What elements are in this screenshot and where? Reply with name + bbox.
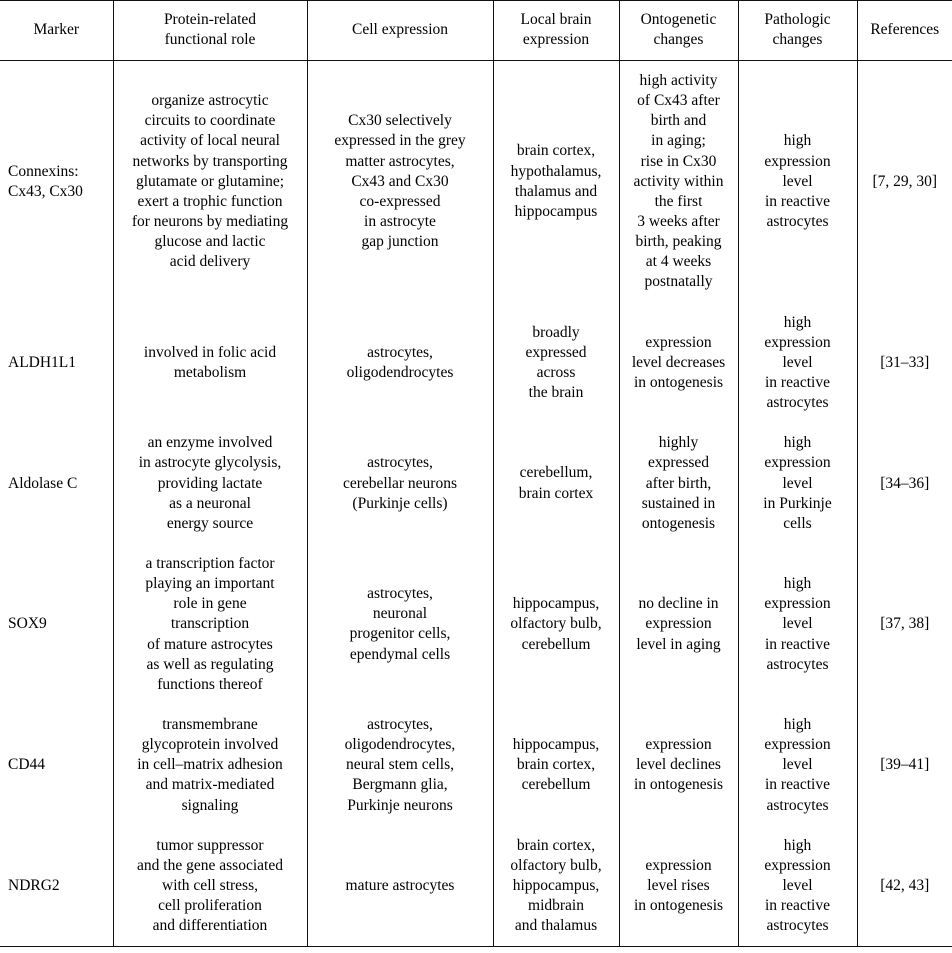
cell-references: [34–36] — [857, 423, 952, 544]
cell-pathologic-changes: high expression level in reactive astrocytes — [738, 61, 857, 303]
table-header — [0, 1, 952, 61]
cell-functional-role: transmembrane glycoprotein involved in cell–matrix adhesion and matrix-mediated signaling — [113, 705, 307, 826]
column-header-functional-role: Protein-related functional role — [113, 1, 307, 61]
cell-references: [31–33] — [857, 303, 952, 424]
cell-references: [39–41] — [857, 705, 952, 826]
cell-pathologic-changes: high expression level in Purkinje cells — [738, 423, 857, 544]
cell-local-brain-expression: hippocampus, olfactory bulb, cerebellum — [493, 544, 619, 705]
cell-marker: SOX9 — [8, 615, 47, 633]
table-body — [0, 61, 952, 947]
cell-functional-role: involved in folic acid metabolism — [113, 303, 307, 424]
cell-local-brain-expression: brain cortex, olfactory bulb, hippocampus, midbrain and thalamus — [493, 826, 619, 947]
cell-local-brain-expression: hippocampus, brain cortex, cerebellum — [493, 705, 619, 826]
table-header-row — [0, 1, 952, 61]
table-row — [0, 61, 952, 303]
cell-functional-role: an enzyme involved in astrocyte glycolysis, providing lactate as a neuronal energy source — [113, 423, 307, 544]
cell-marker: ALDH1L1 — [8, 353, 77, 371]
cell-cell-expression: mature astrocytes — [307, 826, 493, 947]
column-header-references: References — [857, 1, 952, 61]
cell-cell-expression: Cx30 selectively expressed in the grey matter astrocytes, Cx43 and Cx30 co-expressed in astrocyte gap junction — [307, 61, 493, 303]
table-row — [0, 826, 952, 947]
cell-marker: NDRG2 — [0, 826, 113, 947]
cell-pathologic-changes: high expression level in reactive astrocytes — [738, 303, 857, 424]
cell-ontogenetic-changes: high activity of Cx43 after birth and in aging; rise in Cx30 activity within the first 3 weeks after birth, peaking at 4 weeks postnatally — [619, 61, 738, 303]
cell-ontogenetic-changes: expression level decreases in ontogenesis — [619, 303, 738, 424]
cell-marker: Aldolase C — [8, 474, 78, 492]
table-row — [0, 705, 952, 826]
table-row — [0, 544, 952, 705]
cell-cell-expression: astrocytes, oligodendrocytes — [307, 303, 493, 424]
cell-pathologic-changes: high expression level in reactive astrocytes — [738, 544, 857, 705]
cell-ontogenetic-changes: no decline in expression level in aging — [619, 544, 738, 705]
cell-cell-expression: astrocytes, neuronal progenitor cells, ependymal cells — [307, 544, 493, 705]
cell-references: [42, 43] — [857, 826, 952, 947]
cell-functional-role: tumor suppressor and the gene associated with cell stress, cell proliferation and differentiation — [113, 826, 307, 947]
cell-marker: Connexins: Cx43, Cx30 — [8, 162, 83, 200]
cell-local-brain-expression: cerebellum, brain cortex — [493, 423, 619, 544]
cell-marker: CD44 — [8, 756, 46, 774]
cell-cell-expression: astrocytes, cerebellar neurons (Purkinje cells) — [307, 423, 493, 544]
cell-references: [37, 38] — [857, 544, 952, 705]
column-header-marker: Marker — [0, 1, 113, 61]
cell-functional-role: organize astrocytic circuits to coordinate activity of local neural networks by transporting glutamate or glutamine; exert a trophic function for neurons by mediating glucose and lactic acid delivery — [113, 61, 307, 303]
cell-ontogenetic-changes: expression level declines in ontogenesis — [619, 705, 738, 826]
cell-local-brain-expression: broadly expressed across the brain — [493, 303, 619, 424]
table-row — [0, 303, 952, 424]
column-header-ontogenetic-changes: Ontogenetic changes — [619, 1, 738, 61]
cell-pathologic-changes: high expression level in reactive astrocytes — [738, 826, 857, 947]
cell-references: [7, 29, 30] — [857, 61, 952, 303]
column-header-local-brain-expression: Local brain expression — [493, 1, 619, 61]
column-header-cell-expression: Cell expression — [307, 1, 493, 61]
table-row — [0, 423, 952, 544]
cell-ontogenetic-changes: expression level rises in ontogenesis — [619, 826, 738, 947]
cell-ontogenetic-changes: highly expressed after birth, sustained in ontogenesis — [619, 423, 738, 544]
cell-local-brain-expression: brain cortex, hypothalamus, thalamus and hippocampus — [493, 61, 619, 303]
column-header-pathologic-changes: Pathologic changes — [738, 1, 857, 61]
cell-pathologic-changes: high expression level in reactive astrocytes — [738, 705, 857, 826]
cell-functional-role: a transcription factor playing an important role in gene transcription of mature astrocytes as well as regulating functions thereof — [113, 544, 307, 705]
cell-cell-expression: astrocytes, oligodendrocytes, neural stem cells, Bergmann glia, Purkinje neurons — [307, 705, 493, 826]
